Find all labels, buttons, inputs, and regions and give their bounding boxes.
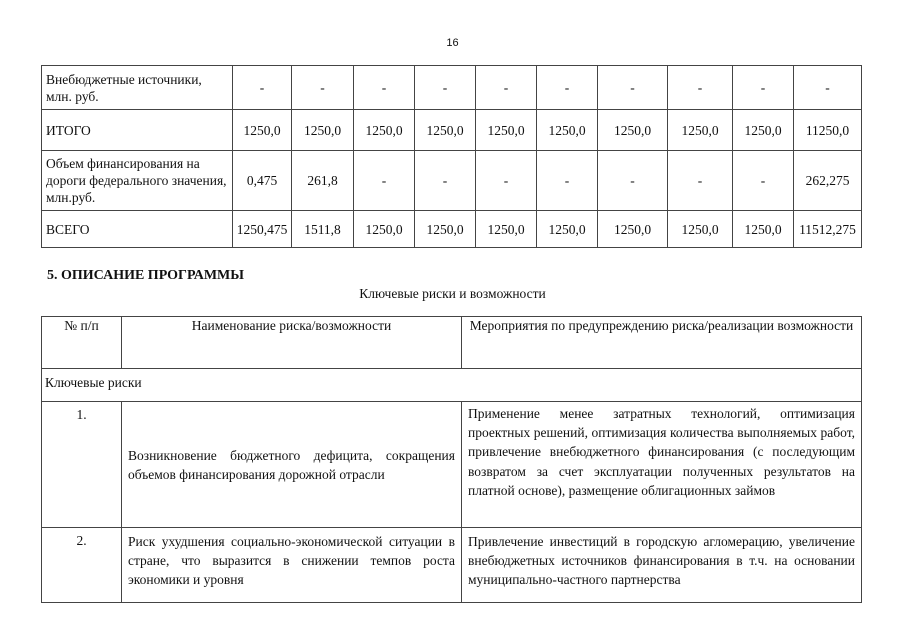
- risk-measures: Применение менее затратных технологий, оптимизация проектных решений, оптимизация количества выполняемых работ, привлечение внебюджетного финансирования (с последующим возвратом за счет эксплуатации полученных результатов на платной основе), размещение облигационных займов: [462, 402, 862, 528]
- risk-name: Риск ухудшения социально-экономической ситуации в стране, что выразится в снижении темпов роста экономики и уровня: [122, 528, 462, 603]
- cell-value: 11512,275: [794, 211, 862, 248]
- cell-value: -: [354, 151, 415, 211]
- row-number: 1.: [42, 402, 122, 528]
- cell-value: -: [476, 151, 537, 211]
- risks-table: [41, 316, 862, 603]
- cell-value: -: [598, 66, 668, 110]
- cell-value: 1250,0: [476, 211, 537, 248]
- cell-value: 1250,0: [598, 211, 668, 248]
- cell-value: 1250,0: [537, 110, 598, 151]
- table-row: [42, 211, 862, 248]
- cell-value: 1250,0: [537, 211, 598, 248]
- cell-value: 1250,0: [354, 110, 415, 151]
- page-number: 16: [446, 37, 459, 49]
- cell-value: 1250,0: [733, 211, 794, 248]
- cell-value: -: [537, 151, 598, 211]
- cell-value: -: [794, 66, 862, 110]
- table-row: [42, 151, 862, 211]
- row-number: 2.: [42, 528, 122, 603]
- cell-value: 261,8: [292, 151, 354, 211]
- cell-value: -: [537, 66, 598, 110]
- cell-value: 1250,0: [354, 211, 415, 248]
- cell-value: 1250,0: [292, 110, 354, 151]
- table-row: [42, 402, 862, 528]
- cell-value: -: [415, 66, 476, 110]
- cell-value: 1250,0: [598, 110, 668, 151]
- cell-value: -: [733, 66, 794, 110]
- header-measures: Мероприятия по предупреждению риска/реализации возможности: [462, 317, 862, 369]
- cell-value: 1250,0: [233, 110, 292, 151]
- cell-value: 1250,0: [668, 110, 733, 151]
- group-title: Ключевые риски: [42, 369, 862, 402]
- cell-value: 1250,0: [668, 211, 733, 248]
- cell-value: -: [668, 151, 733, 211]
- cell-value: 1511,8: [292, 211, 354, 248]
- cell-value: -: [233, 66, 292, 110]
- cell-value: -: [668, 66, 733, 110]
- cell-value: -: [598, 151, 668, 211]
- cell-value: -: [415, 151, 476, 211]
- row-label: ВСЕГО: [42, 211, 233, 248]
- cell-value: 1250,0: [415, 211, 476, 248]
- cell-value: 1250,475: [233, 211, 292, 248]
- cell-value: 262,275: [794, 151, 862, 211]
- row-label: Объем финансирования на дороги федерального значения, млн.руб.: [42, 151, 233, 211]
- cell-value: 11250,0: [794, 110, 862, 151]
- cell-value: -: [354, 66, 415, 110]
- table-caption: Ключевые риски и возможности: [359, 286, 546, 301]
- cell-value: 1250,0: [476, 110, 537, 151]
- section-heading: 5. ОПИСАНИЕ ПРОГРАММЫ: [47, 268, 245, 283]
- table-row: [42, 110, 862, 151]
- row-label: Внебюджетные источники, млн. руб.: [42, 66, 233, 110]
- row-label: ИТОГО: [42, 110, 233, 151]
- header-number: № п/п: [42, 317, 122, 369]
- table-row: [42, 528, 862, 603]
- risk-measures: Привлечение инвестиций в городскую агломерацию, увеличение внебюджетных источников финансирования в т.ч. на основании муниципально-частного партнерства: [462, 528, 862, 603]
- table-row: [42, 66, 862, 110]
- cell-value: 1250,0: [733, 110, 794, 151]
- financing-table: [41, 65, 862, 248]
- cell-value: 1250,0: [415, 110, 476, 151]
- header-risk-name: Наименование риска/возможности: [122, 317, 462, 369]
- cell-value: -: [292, 66, 354, 110]
- cell-value: 0,475: [233, 151, 292, 211]
- risk-name: Возникновение бюджетного дефицита, сокращения объемов финансирования дорожной отрасли: [122, 402, 462, 528]
- cell-value: -: [476, 66, 537, 110]
- cell-value: -: [733, 151, 794, 211]
